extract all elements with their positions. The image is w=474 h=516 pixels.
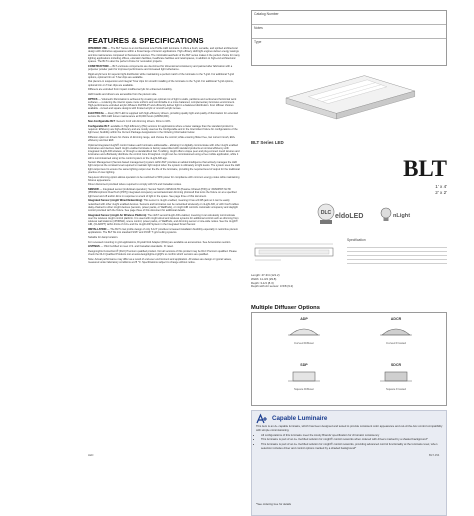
feature-lead: ELECTRICAL <box>88 111 105 115</box>
feature-paragraph <box>88 73 240 80</box>
feature-lead: LISTINGS <box>88 245 100 249</box>
capable-bullet-text: This luminaire is part of an A+ Certified solution for nLight® control networks when ordered with drivers marked by a shaded background* <box>261 438 428 442</box>
diffuser-code: SDCR <box>390 363 402 367</box>
capable-bullet: • All configurations of this luminaire meet the Acuity Brands' specification for chromatic consistency <box>261 434 444 438</box>
feature-paragraph <box>88 161 240 174</box>
feature-paragraph <box>88 176 240 183</box>
feature-lead: OPTICS <box>88 97 98 101</box>
square-diffuser-icon <box>284 367 324 387</box>
feature-text: — The BLT's low profile design of only 3-1/4" provides increased installation flexibility especially in restrictive plenum applications. The BLT fits into standard 9/16" and 15/16" T-grid ceiling systems. <box>88 228 238 235</box>
type-label: Type <box>254 40 262 44</box>
capable-title: Capable Luminaire <box>272 415 328 422</box>
capable-bullet <box>261 438 444 442</box>
type-field[interactable] <box>252 39 446 53</box>
notes-label: Notes <box>254 26 263 30</box>
specification-lines <box>347 244 447 264</box>
feature-text: Suitable for damp location. <box>88 235 119 239</box>
diffuser-code: ADCR <box>390 317 402 321</box>
feature-lead: Integrated Sensor (nLight Air Wireless Platform) <box>88 213 147 217</box>
feature-text: — BLT enclosure components are die-formed for dimensional consistency and painted after fabrication with a polyester powder paint for improved performance and increased light reflectance. <box>88 64 233 71</box>
diffuser-name: Square Diffuser <box>293 387 315 391</box>
catalog-number-label: Catalog Number <box>254 12 279 16</box>
dimensions-list <box>251 274 293 289</box>
feature-lead: Configurable BLT <box>88 124 110 128</box>
footer-page-code: BLT-154 <box>429 453 440 457</box>
diffuser-option-adp <box>284 317 324 353</box>
eldoled-logo: eldoLED <box>335 213 364 220</box>
feature-text: Optional integrated nLight® control makes each luminaire addressable - allowing it to digitally communicate with other nLight enabled luminaires and devices. Each nLight enabled luminaire is factory assembled with standard products at nominal efficiency with integrated nLight AIR wireless, or through a standardized Cat. 5 cabling, nLight offers unique peer and plug-connect mesh devices and luminaires and effortlessly distribute the control zone throughout. nLight can be commissioned using a free mobile application, while it still is commissioned using to the control system or the nLight AIR app. <box>88 143 240 160</box>
svg-text:DLC: DLC <box>320 210 332 216</box>
feature-paragraph <box>88 250 240 257</box>
size-options <box>435 184 447 196</box>
curved-frosted-icon <box>376 321 416 341</box>
feature-lead: INTENDED USE <box>88 47 107 50</box>
feature-lead: Integrated Sensor (nLight Wired Networking) <box>88 199 143 203</box>
feature-paragraph <box>88 228 240 235</box>
size-1x4: 1' x 4' <box>435 184 447 189</box>
dim-length: Length: 47-3/4 (121.2) <box>251 273 280 277</box>
diffuser-options-box <box>251 312 447 406</box>
capable-bullet <box>261 443 444 450</box>
feature-paragraph <box>88 236 240 239</box>
feature-text: Sensor Management (Sensor-based management) system within BLT provides an added intelligence that actively manages the LED light output at the constant level required to maintain light output when the system is ultimately to light levels. The system uses the LED light output level to ensure the same lighting output over the life of the luminaire, providing the required level of output for the traditional practice of over-lighting. <box>88 161 240 174</box>
diffuser-name: Curved Diffuser <box>293 341 315 345</box>
feature-text: : Generic 0-10 volt dimming drivers. Dims to 10%. <box>114 119 172 123</box>
diffuser-code: ADP <box>300 317 308 321</box>
capable-body <box>256 425 444 452</box>
capable-header <box>256 414 446 424</box>
capable-intro: This item is an A+ capable luminaire, which has been designed and tested to provide consistent color appearance and out-of-the-box control compatibility with simple commissioning. <box>256 425 443 432</box>
dlc-logo-icon <box>317 203 335 225</box>
diffuser-options-title: Multiple Diffuser Options <box>251 305 320 311</box>
features-text <box>88 47 240 264</box>
feature-text: : The nES7 sensor/nLight AIR enabled, meaning it can wirelessly communicate over the wireless nLight control platform. It is used with nLight wired and wireless systems for additional control such as dimming from wireless wall stations (nPODMA), scene control, power packs, or WallPods, and dimming sensor or site-wide nodes. See the nLight® AIR, (CLAIRPT) within limits of 2-D+ and the nLight AIR System in the Integrated Smart Sensor. <box>88 213 239 227</box>
dim-width: Width: 11-3/4 (29.8) <box>251 276 277 281</box>
feature-text: DesignLights Consortium® (DLC) Premium qualified product. Not all versions of this product may be DLC Premium qualified. Please check the DLC Qualified Products List at www.designlights.org/QPL to confirm which versions are qualified. <box>88 249 237 257</box>
nlight-bulb-icon <box>379 207 393 223</box>
feature-lead: SENSOR <box>88 188 99 192</box>
diffuser-name: Square Frosted <box>386 387 406 391</box>
feature-text: Rigid acrylic lens for superior light distribution while maintaining a perfect match of the luminaire to the T-grid. For additional T-grid options, optional trim on T-bar clips are available. <box>88 72 234 79</box>
feature-paragraph <box>88 188 240 198</box>
feature-paragraph <box>88 245 240 248</box>
feature-paragraph <box>88 214 240 227</box>
footer-category: LED <box>88 453 94 457</box>
feature-text: Step-level dimming option allows operation to be restricted to 50% power for compliance with common energy codes while maintaining fixtures appearance. <box>88 175 240 182</box>
features-column <box>88 36 240 446</box>
curved-diffuser-icon <box>284 321 324 341</box>
feature-text: — Every BLT LED is supplied with high-efficiency drivers, providing quality light and quality of illumination for extended service life. 80% LED lumen maintenance at 60,000 hours (L80/60,000). <box>88 111 239 119</box>
series-label: BLT Series LED <box>251 140 284 145</box>
feature-lead: CONSTRUCTION <box>88 64 109 68</box>
feature-text: Note: Actual performance may differ as a result of end-user environment and application. All values are design or typical values, measured under laboratory conditions at 25 °C. Specifications subject to change without notice. <box>88 257 232 264</box>
feature-text: — Integrated sensor (individual operation): Sensor Switch nWSD-NLTD (Passive Infrared (PIR)) or nWSDPDT-NLTD (PIR/Microphonic Dual Tech (PDT)) integrated occupancy sensor/automatic dimming photocell that turns the fixture on at a specified light level and off and/or dims in response to a lack of light in the space. See page three of this document. <box>88 188 237 198</box>
a-plus-capable-icon <box>256 414 269 424</box>
feature-paragraph <box>88 199 240 212</box>
feature-paragraph <box>88 120 240 123</box>
dimension-drawing <box>251 238 339 268</box>
diffuser-option-adcr <box>376 317 416 353</box>
feature-paragraph <box>88 183 240 186</box>
spec-line <box>347 260 447 264</box>
feature-paragraph <box>88 258 240 265</box>
feature-paragraph <box>88 80 240 87</box>
feature-paragraph <box>88 65 240 72</box>
diffuser-code: SDP <box>300 363 308 367</box>
feature-lead: INSTALLATION <box>88 228 107 232</box>
feature-paragraph <box>88 144 240 160</box>
feature-lead: Non-Configurable BLT <box>88 119 115 123</box>
diffuser-name: Curved Frosted <box>386 341 406 345</box>
dim-depth-sensor: Depth with Air sensor: 3-5/8 (9.2) <box>251 284 294 289</box>
product-title: BLT <box>403 156 447 181</box>
capable-bullets <box>261 434 444 451</box>
square-frosted-icon <box>376 367 416 387</box>
feature-text: Driver disconnect provided where required to comply with US and Canadian codes. <box>88 183 182 187</box>
feature-text: Flat plenum-in suspension and integral T-bar clips for smooth installing of the luminaire to the T-grid. For additional T-grid options, optional trim on T-bar clips are available. <box>88 80 234 87</box>
feature-text: — Volumetric illumination is achieved by creating an optimal mix of light to walls, partitions and vertical and horizontal work surfaces — rendering the interior space more uniform and comfortable in a more balanced, complementary luminous environment. High-performance extruded acrylic diffusers DLP/DL2T and efficiently deliver light in a balanced distribution. Four diffuser choices available - curved and square designs with frosted acrylic or smooth acrylic lenses. <box>88 97 237 111</box>
dim-depth: Depth: 3-1/4 (8.3) <box>251 280 274 285</box>
feature-paragraph <box>88 88 240 91</box>
feature-text: — The BLT Series is an Architectural Low Profile LED luminaire. It offers a fresh, versatile, and spirited architectural design with distinctive appearance within a broad range of interior applications. High efficacy LED light engines deliver energy savings and low maintenance compared to fluorescent sources. The minimalist aesthetic of the BLT series makes it the perfect choice for many lighting applications including offices, education facilities, healthcare facilities and retail spaces, in addition to high-end architectural spaces. The BLT is also the perfect choice for renovation projects. <box>88 47 240 63</box>
specification-label: Specification <box>347 238 366 242</box>
capable-bullet-text: This luminaire is part of an A+ Certified solution for nLight® control networks, providing advanced control functionality at the luminaire level, when selection includes driver and control options marked by a shaded background* <box>261 443 438 450</box>
feature-paragraph <box>88 93 240 96</box>
feature-text: : This sensor is nLight enabled, meaning it has a RJ45 jack so it can be easily networked with other nLight enabled devices. Sensors and luminaires can be networked wirelessly on nLight AIR, or with Cat-5 cables daisy-chained to other nLight devices (sensors, power packs, or WallPods), or nLight AIR controls. Automatic occupancy and daylight control provided with the fixture. See page three of this document for additional details. <box>88 199 239 212</box>
order-info-box <box>251 10 447 66</box>
capable-note: *See ordering tree for details <box>256 503 292 506</box>
feature-text: For recessed mounting in grid applications, Drywall Grid Adapter (DGA) are available as accessories. See Accessories section. <box>88 240 231 244</box>
diffuser-option-sdp <box>284 363 324 399</box>
feature-paragraph <box>88 136 240 143</box>
feature-text: Diffusion option on drivers for choice of dimming range, and choose the control; while ensuring flicker free, low current inrush, EM+ efficiency and low EMI. <box>88 135 236 142</box>
luminaire-product-image <box>251 70 447 126</box>
feature-text: LED boards and drivers are accessible from the plenum side. <box>88 92 157 96</box>
feature-text: — CSA Certified to meet U.S. and Canadian standards. IC rated. <box>99 245 174 249</box>
feature-paragraph <box>88 98 240 111</box>
feature-text: : available in High Efficiency (HE) versions for applications where a lower wattage than the standard product is required. Efficiency are high-efficiency and are mostly used as the Configurable and in the Intermittent fixture for configurations of the light level, flexibility within the Current Package designations in the Ordering Information below. <box>88 124 238 135</box>
certification-logos <box>251 199 447 229</box>
capable-luminaire-box <box>251 410 447 516</box>
feature-text: Diffusers are extruded from impact modified acrylic for enhanced durability. <box>88 88 173 92</box>
feature-paragraph <box>88 241 240 244</box>
features-heading: FEATURES & SPECIFICATIONS <box>88 36 204 45</box>
diffuser-option-sdcr <box>376 363 416 399</box>
feature-paragraph <box>88 47 240 63</box>
catalog-number-field[interactable] <box>252 11 446 25</box>
feature-paragraph <box>88 112 240 119</box>
feature-paragraph <box>88 125 240 135</box>
nlight-logo: nLight <box>393 213 411 219</box>
size-2x2: 2' x 2' <box>435 190 447 195</box>
notes-field[interactable] <box>252 25 446 39</box>
